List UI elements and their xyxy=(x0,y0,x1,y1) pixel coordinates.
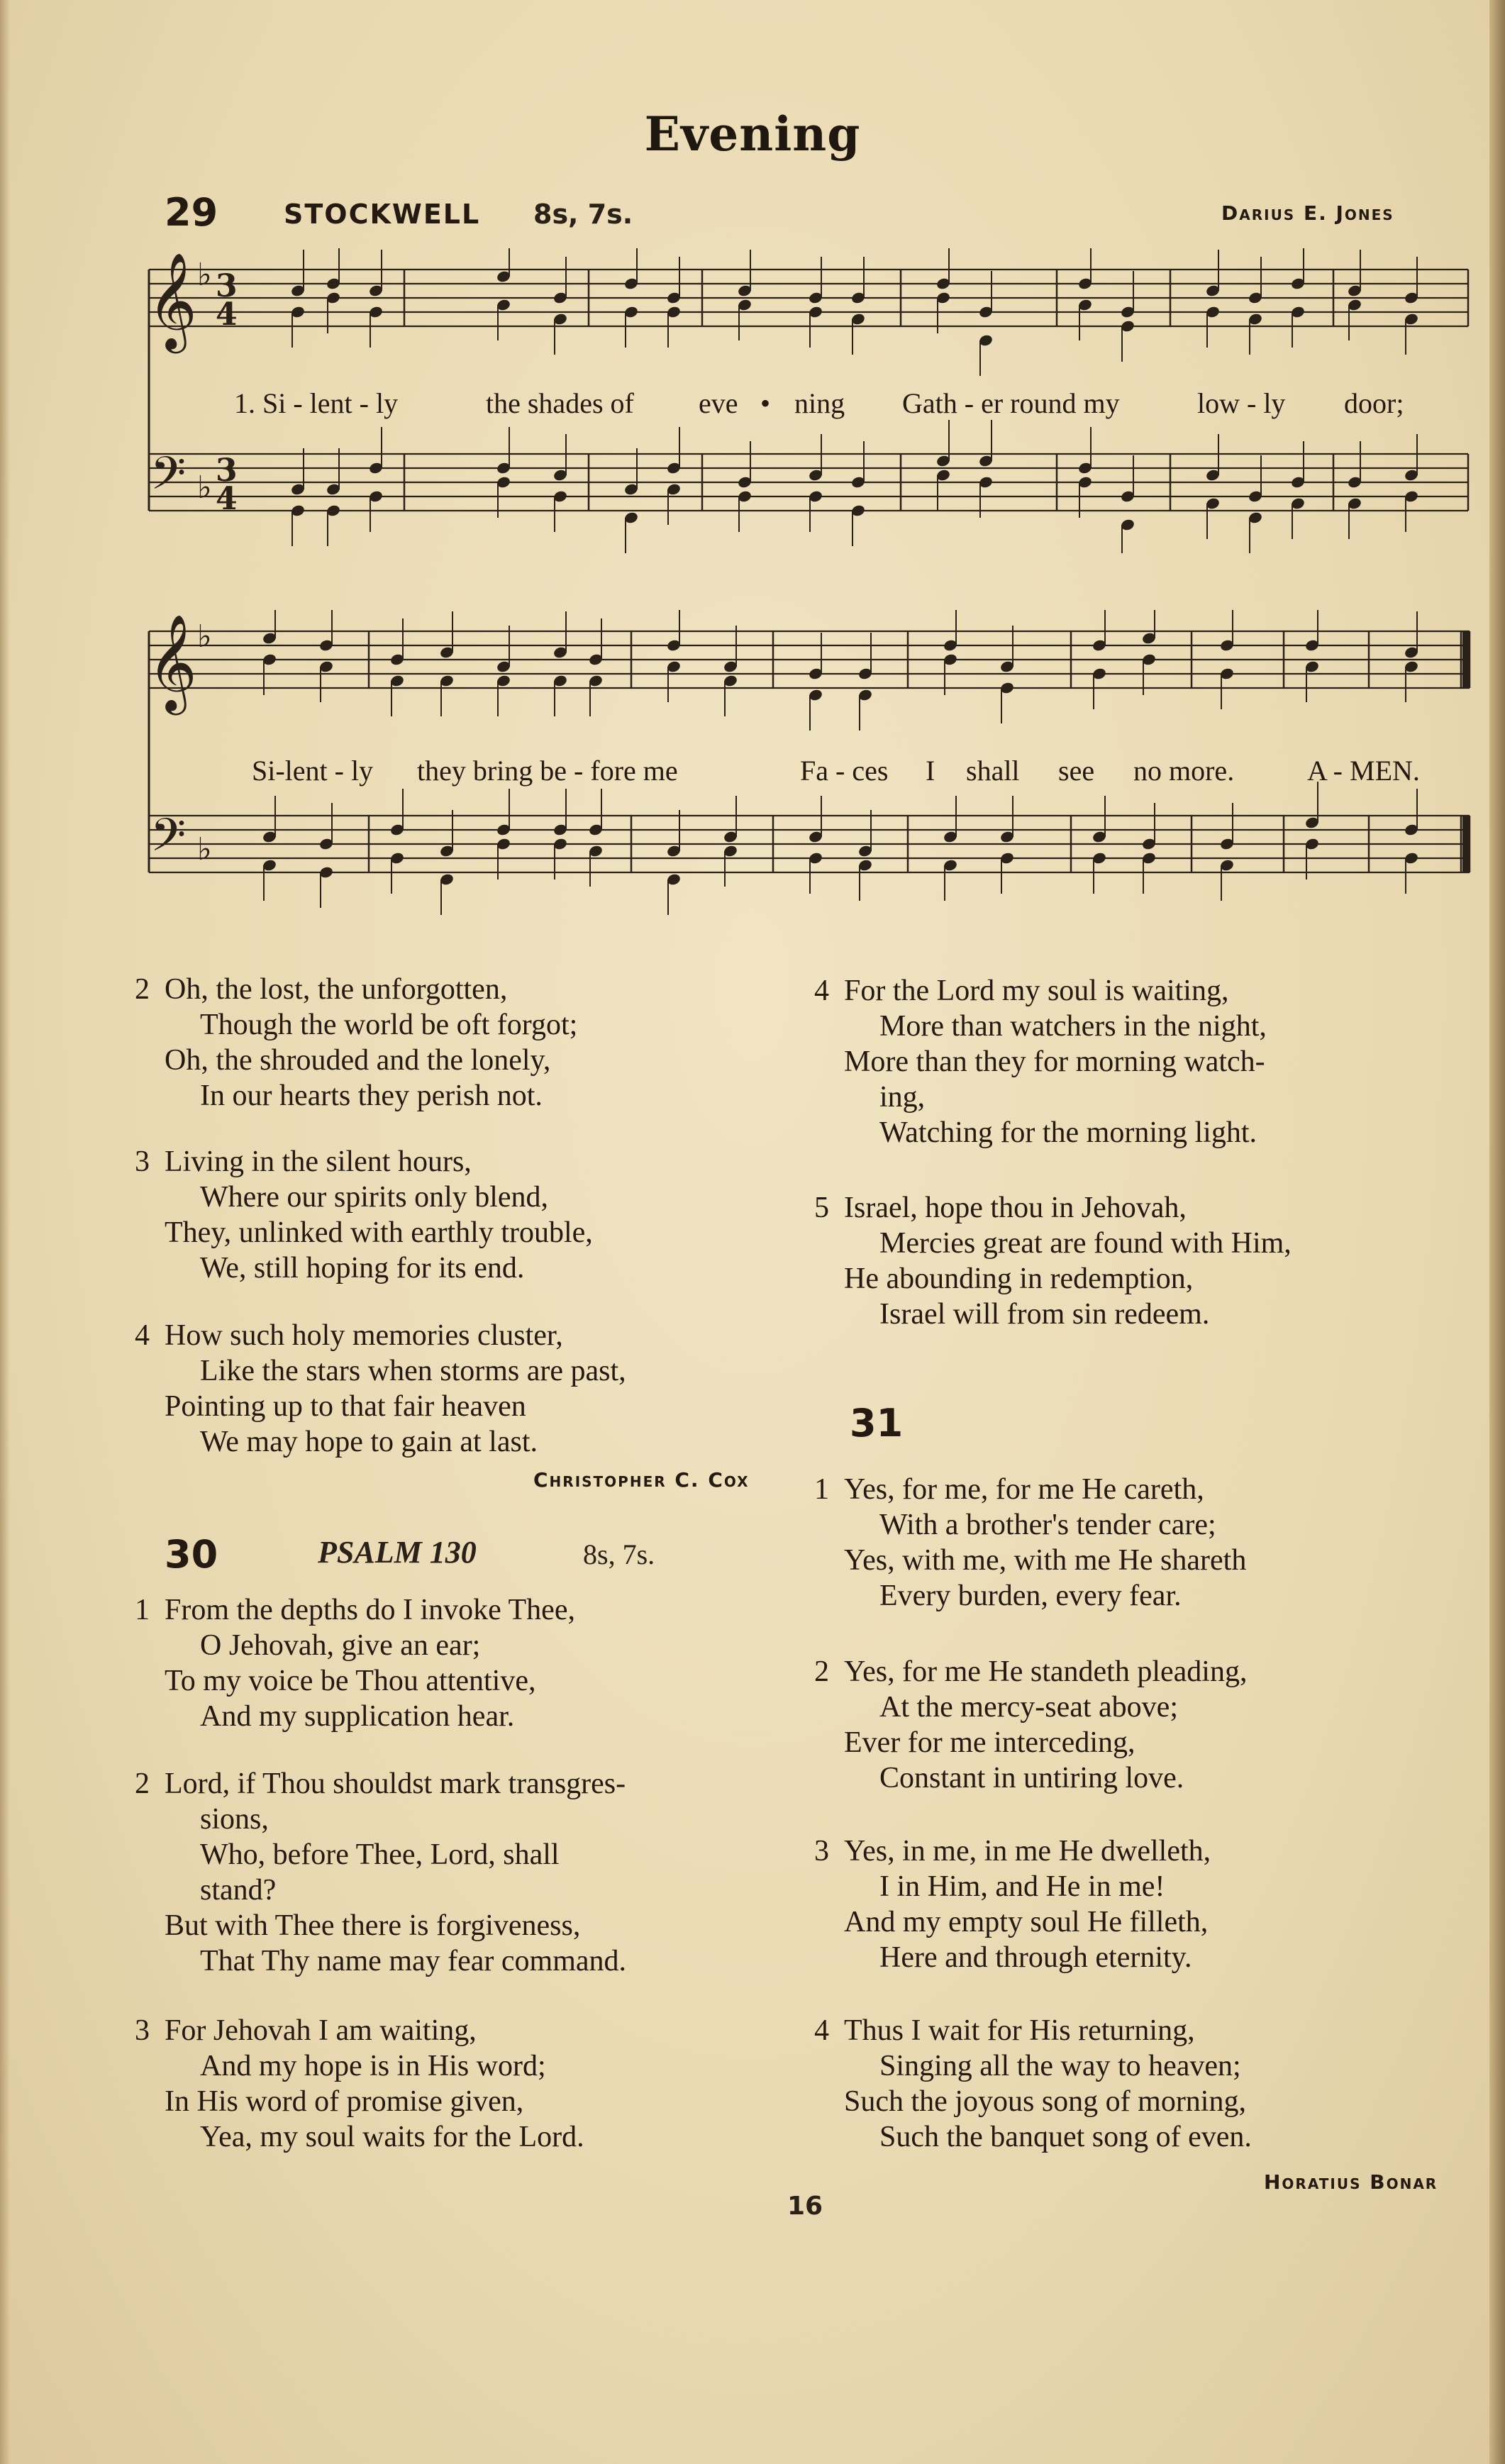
sys1-time-sig-bottom: 4 xyxy=(216,296,238,333)
lyric-s2-5: shall xyxy=(966,755,1020,787)
hymn-30-stanza-2: 2 Lord, if Thou shouldst mark transgres- sions, Who, before Thee, Lord, shall stand? But with Thee there is forgiveness, That Thy name may fear command. xyxy=(135,1767,627,1977)
sys2-final-bar xyxy=(1462,816,1470,872)
sys1-key-flat: ♭ xyxy=(197,470,212,506)
sys1-treble-clef: 𝄞 xyxy=(148,251,197,349)
hymn-31-stanza-3: 3 Yes, in me, in me He dwelleth, I in Him, and He in me! And my empty soul He filleth, Here and through eternity. xyxy=(814,1835,1211,1974)
hymn-31-number: 31 xyxy=(850,1401,904,1445)
sys1-bass-clef: 𝄢 xyxy=(150,448,187,511)
hymn-29-stanza-2: 2 Oh, the lost, the unforgotten, Though the world be oft forgot; Oh, the shrouded and the lonely, In our hearts they perish not. xyxy=(135,973,578,1112)
hymn-31-stanza-1: 1 Yes, for me, for me He careth, With a brother's tender care; Yes, with me, with me He shareth Every burden, every fear. xyxy=(814,1473,1247,1612)
hymn-29-meter: 8s, 7s. xyxy=(533,199,633,230)
hymn-30-title: PSALM 130 xyxy=(318,1535,477,1570)
hymn-30-stanza-1: 1 From the depths do I invoke Thee, O Jehovah, give an ear; To my voice be Thou attentive, And my supplication hear. xyxy=(135,1594,575,1733)
hymn-29-tune: STOCKWELL xyxy=(284,199,481,230)
sys1-time-sig-bottom: 4 xyxy=(216,481,238,517)
sys2-key-flat: ♭ xyxy=(197,618,212,655)
hymn-30-meter: 8s, 7s. xyxy=(583,1538,655,1570)
hymn-31-stanza-4: 4 Thus I wait for His returning, Singing all the way to heaven; Such the joyous song of morning, Such the banquet song of even. xyxy=(814,2014,1252,2153)
lyric-s1-7: low - ly xyxy=(1197,387,1286,419)
lyric-s2-1: Si-lent - ly xyxy=(252,755,374,787)
hymn-29-author: Christopher C. Cox xyxy=(533,1468,750,1492)
section-title: Evening xyxy=(644,106,861,162)
hymn-30-stanza-5: 5 Israel, hope thou in Jehovah, Mercies great are found with Him, He abounding in redemption, Israel will from sin redeem. xyxy=(814,1192,1292,1331)
lyric-s2-3: Fa - ces xyxy=(800,755,889,787)
lyric-s2-4: I xyxy=(926,755,935,787)
hymn-30-stanza-3: 3 For Jehovah I am waiting, And my hope is in His word; In His word of promise given, Yea, my soul waits for the Lord. xyxy=(135,2014,584,2153)
sys1-key-flat: ♭ xyxy=(197,257,212,293)
page-number: 16 xyxy=(787,2192,823,2221)
page-spine xyxy=(1489,0,1505,2464)
hymn-29-composer: Darius E. Jones xyxy=(1221,201,1394,225)
hymn-29-stanza-3: 3 Living in the silent hours, Where our spirits only blend, They, unlinked with earthly trouble, We, still hoping for its end. xyxy=(135,1145,593,1284)
hymn-30-number: 30 xyxy=(165,1532,218,1577)
page-edge-shadow xyxy=(0,0,10,2464)
lyric-s1-3: eve xyxy=(699,387,738,419)
lyric-s1-1: 1. Si - lent - ly xyxy=(234,387,399,419)
hymn-31-stanza-2: 2 Yes, for me He standeth pleading, At the mercy-seat above; Ever for me interceding, Constant in untiring love. xyxy=(814,1655,1248,1794)
sys2-key-flat: ♭ xyxy=(197,831,212,867)
lyric-s2-6: see xyxy=(1058,755,1095,787)
sys1-time-sig-top: 3 xyxy=(216,453,238,489)
lyric-s1-8: door; xyxy=(1344,387,1404,419)
lyric-s2-2: they bring be - fore me xyxy=(417,755,678,787)
hymn-31-author: Horatius Bonar xyxy=(1264,2170,1438,2194)
lyric-s1-2: the shades of xyxy=(486,387,634,419)
sys2-bass-clef: 𝄢 xyxy=(150,809,187,873)
lyric-s2-8: A - MEN. xyxy=(1307,755,1420,787)
sys1-time-sig-top: 3 xyxy=(216,268,238,304)
lyric-s2-7: no more. xyxy=(1133,755,1235,787)
lyric-s1-4: • xyxy=(760,387,771,419)
lyric-s1-5: ning xyxy=(794,387,845,419)
hymn-29-stanza-4: 4 How such holy memories cluster, Like the stars when storms are past, Pointing up to that fair heaven We may hope to gain at last. xyxy=(135,1319,626,1458)
hymn-30-stanza-4: 4 For the Lord my soul is waiting, More than watchers in the night, More than they for morning watch- ing, Watching for the morning light. xyxy=(814,975,1267,1149)
lyric-s1-6: Gath - er round my xyxy=(902,387,1120,419)
hymn-29-number: 29 xyxy=(165,190,218,235)
sys2-final-bar xyxy=(1462,631,1470,688)
sys2-treble-clef: 𝄞 xyxy=(148,613,197,711)
